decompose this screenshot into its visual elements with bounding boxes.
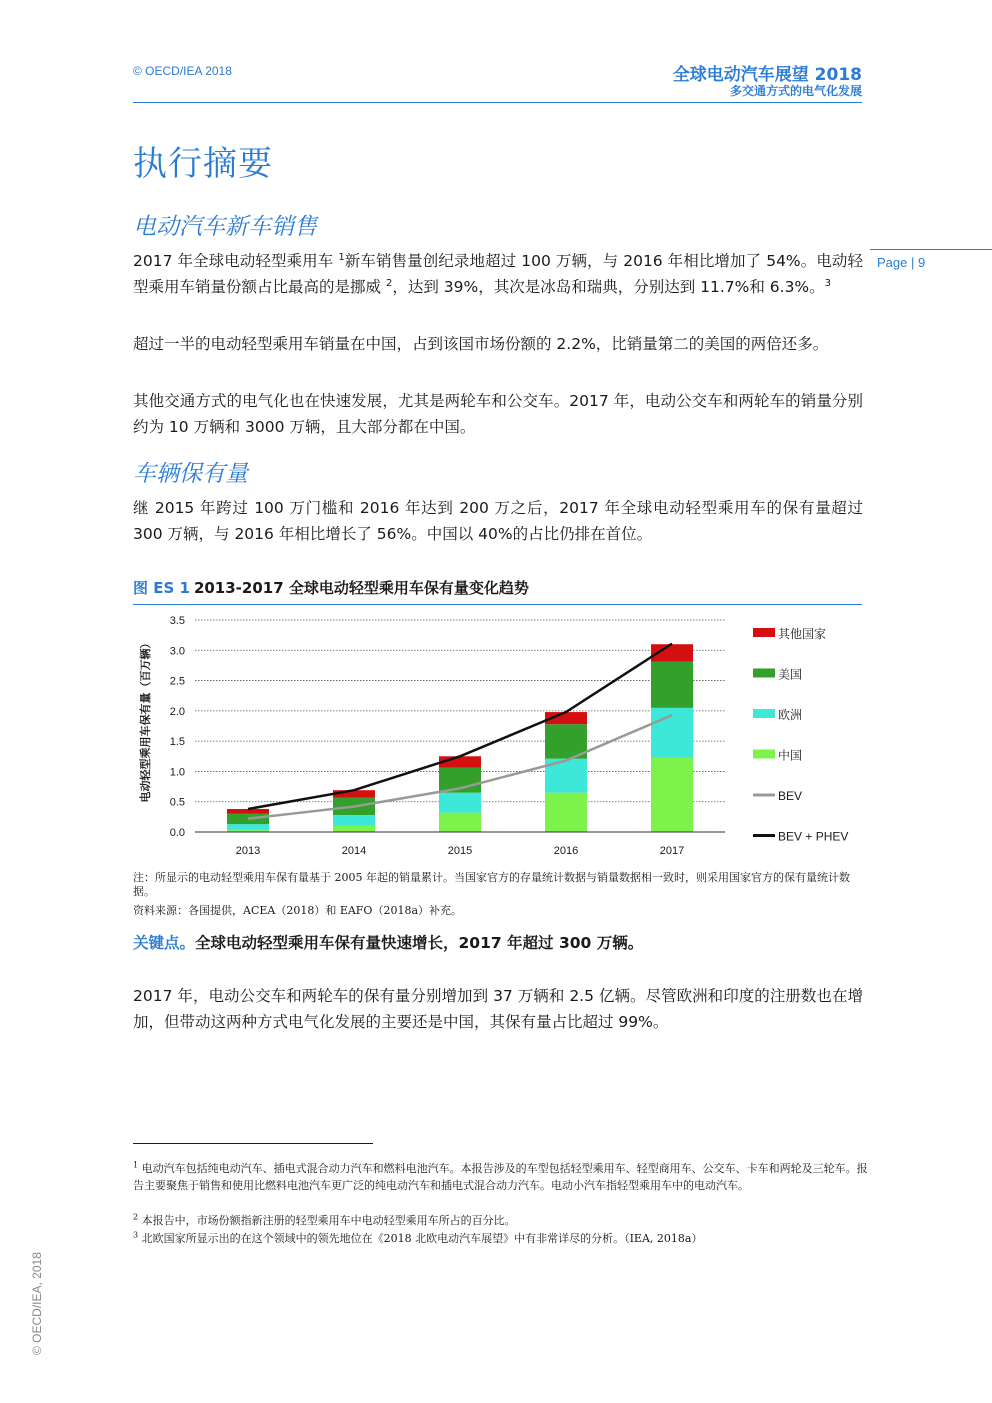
legend-swatch (753, 750, 775, 759)
paragraph-buses-twowheelers: 2017 年，电动公交车和两轮车的保有量分别增加到 37 万辆和 2.5 亿辆。尽管欧洲和印度的注册数也在增加，但带动这两种方式电气化发展的主要还是中国，其保有量占比超过 99%。 (133, 987, 863, 1031)
legend-label: 其他国家 (778, 627, 827, 641)
report-subtitle: 多交通方式的电气化发展 (729, 84, 862, 98)
key-point-text: 全球电动轻型乘用车保有量快速增长，2017 年超过 300 万辆。 (195, 934, 644, 952)
y-axis-label: 电动轻型乘用车保有量（百万辆） (139, 637, 152, 803)
footnote-number: 2 (133, 1212, 139, 1222)
bar-segment (227, 809, 269, 814)
bar-segment (651, 662, 693, 708)
y-tick-label: 0.5 (169, 796, 185, 809)
header-copyright: © OECD/IEA 2018 (133, 64, 232, 78)
report-title: 全球电动汽车展望 2018 (672, 65, 862, 85)
y-tick-label: 3.0 (169, 645, 185, 658)
footnote-ref: 2 (385, 277, 393, 289)
x-tick-label: 2015 (447, 845, 473, 857)
footnote-text: 电动汽车包括纯电动汽车、插电式混合动力汽车和燃料电池汽车。本报告涉及的车型包括轻型乘用车、轻型商用车、公交车、卡车和两轮及三轮车。报告主要聚焦于销售和使用比燃料电池汽车更广泛的纯电动汽车和插电式混合动力汽车。电动小汽车指轻型乘用车中的电动汽车。 (133, 1162, 868, 1192)
legend-label: 美国 (778, 667, 803, 682)
bar-segment (227, 814, 269, 824)
page-rule (870, 249, 992, 250)
figure-rule (133, 604, 862, 605)
bar-segment (545, 793, 587, 832)
chart-bars (227, 644, 693, 832)
footnote-text: 本报告中，市场份额指新注册的轻型乘用车中电动轻型乘用车所占的百分比。 (141, 1214, 516, 1227)
section-heading-stock: 车辆保有量 (133, 461, 248, 487)
footnote-text: 北欧国家所显示出的在这个领域中的领先地位在《2018 北欧电动汽车展望》中有非常详尽的分析。（IEA, 2018a） (141, 1232, 703, 1245)
y-tick-label: 2.0 (169, 705, 185, 718)
footnote-3 (133, 1230, 873, 1247)
x-tick-label: 2013 (235, 845, 261, 857)
paragraph-sales (133, 248, 863, 300)
legend-swatch (753, 628, 775, 637)
figure-title (133, 577, 529, 598)
x-tick-label: 2017 (659, 845, 685, 857)
figure-source: 资料来源：各国提供，ACEA（2018）和 EAFO（2018a）补充。 (133, 904, 462, 917)
legend-swatch (753, 709, 775, 718)
key-point-label: 关键点。 (133, 934, 196, 952)
y-tick-label: 3.5 (169, 615, 185, 627)
y-tick-label: 2.5 (169, 675, 185, 688)
footnote-ref: 1 (338, 251, 345, 263)
bar-segment (439, 813, 481, 832)
section-heading-sales: 电动汽车新车销售 (133, 214, 317, 240)
legend-label: BEV + PHEV (778, 829, 849, 844)
header-rule (133, 102, 862, 103)
y-tick-label: 0.0 (169, 827, 185, 839)
stock-chart (133, 606, 863, 866)
figure-note: 注：所显示的电动轻型乘用车保有量基于 2005 年起的销量累计。当国家官方的存量统计数据与销量数据相一致时，则采用国家官方的保有量统计数据。 (133, 871, 850, 898)
footnote-ref: 3 (824, 277, 832, 289)
paragraph-stock: 继 2015 年跨过 100 万门槛和 2016 年达到 200 万之后，2017 年全球电动轻型乘用车的保有量超过 300 万辆，与 2016 年相比增长了 56%。中国以 40%的占比仍排在首位。 (133, 499, 863, 543)
bar-segment (439, 793, 481, 813)
legend-label: 中国 (778, 748, 803, 763)
footnote-rule (133, 1143, 373, 1144)
legend-label: BEV (778, 789, 803, 803)
x-tick-label: 2016 (553, 845, 579, 857)
key-point (133, 931, 643, 953)
legend-swatch (753, 669, 775, 678)
figure-caption: 2013-2017 全球电动轻型乘用车保有量变化趋势 (193, 579, 529, 597)
footnote-number: 3 (133, 1230, 139, 1240)
page-number: Page | 9 (877, 255, 926, 270)
bar-segment (651, 757, 693, 832)
chart-legend (753, 626, 848, 844)
bar-segment (333, 815, 375, 826)
bar-segment (333, 826, 375, 832)
text-span: ，达到 39%，其次是冰岛和瑞典，分别达到 11.7%和 6.3%。 (392, 278, 825, 296)
paragraph-other-modes: 其他交通方式的电气化也在快速发展，尤其是两轮车和公交车。2017 年，电动公交车和两轮车的销量分别约为 10 万辆和 3000 万辆，且大部分都在中国。 (133, 392, 863, 436)
footnote-number: 1 (133, 1160, 139, 1170)
y-tick-label: 1.5 (169, 736, 185, 749)
bar-segment (227, 824, 269, 830)
page-title: 执行摘要 (133, 144, 273, 184)
footnote-1 (133, 1160, 873, 1194)
text-span: 新车销售量创纪录地超过 100 万辆，与 2016 年相比增加了 54%。电动轻型乘用车销量份额占比最高的是挪威 (133, 252, 863, 296)
footnote-2 (133, 1212, 873, 1229)
side-copyright: © OECD/IEA, 2018 (30, 1252, 44, 1355)
legend-label: 欧洲 (778, 708, 803, 722)
y-tick-label: 1.0 (169, 766, 185, 779)
text-span: 2017 年全球电动轻型乘用车 (133, 252, 339, 270)
x-tick-label: 2014 (341, 845, 367, 857)
figure-label: 图 ES 1 (133, 579, 190, 597)
paragraph-china-share: 超过一半的电动轻型乘用车销量在中国，占到该国市场份额的 2.2%，比销量第二的美国的两倍还多。 (133, 335, 829, 353)
